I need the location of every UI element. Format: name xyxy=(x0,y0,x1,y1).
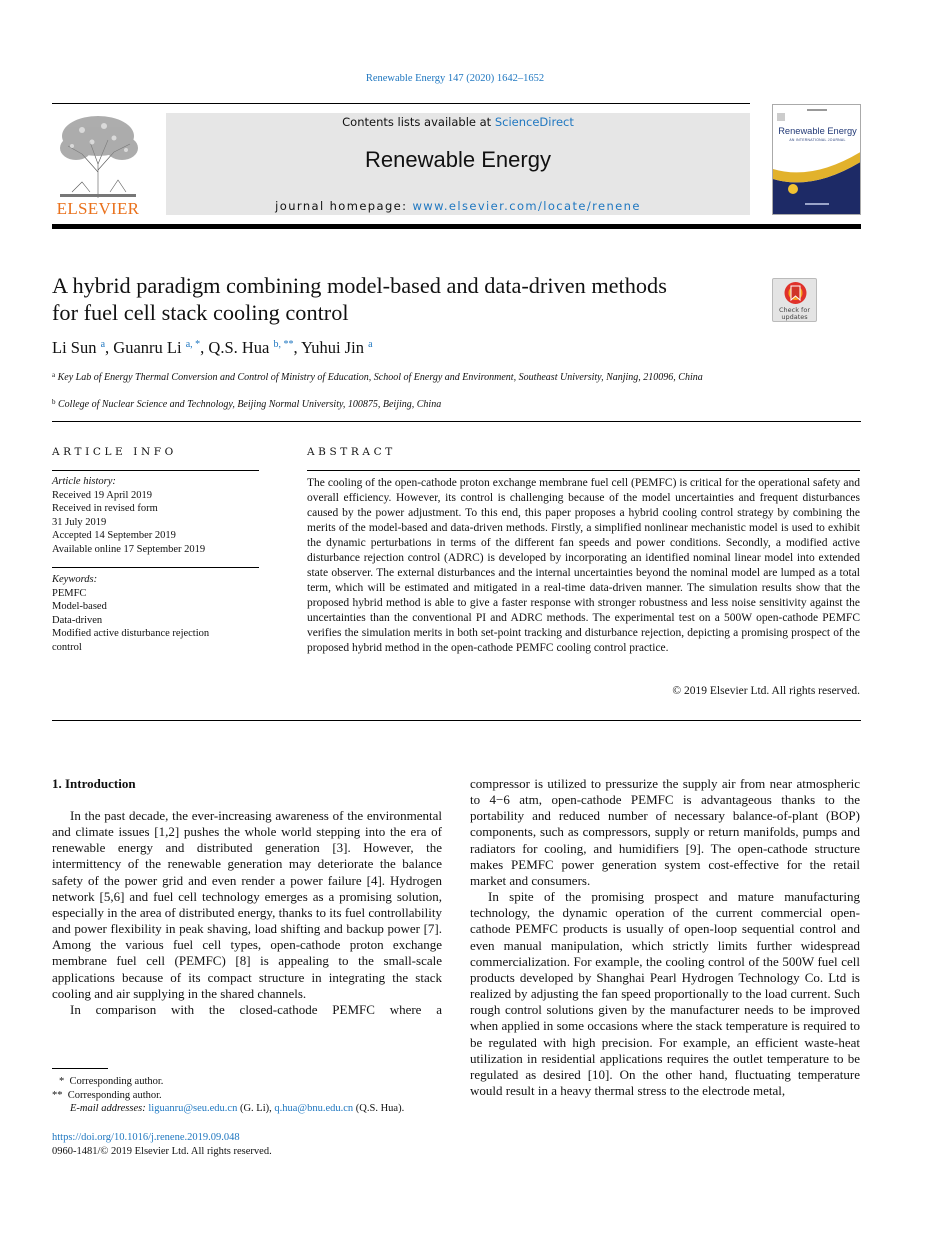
journal-citation[interactable]: Renewable Energy 147 (2020) 1642–1652 xyxy=(365,73,545,84)
sciencedirect-link[interactable]: ScienceDirect xyxy=(494,115,574,129)
journal-cover-thumbnail[interactable] xyxy=(772,104,861,215)
check-badge-line: updates xyxy=(781,313,808,321)
history-item: Received in revised form xyxy=(52,503,158,514)
intro-column-left xyxy=(52,808,442,1018)
title-line: A hybrid paradigm combining model-based and data-driven methods xyxy=(52,273,667,298)
section-rule xyxy=(52,421,861,422)
history-item: Accepted 14 September 2019 xyxy=(52,530,176,541)
article-title xyxy=(52,272,752,326)
body-paragraph: In comparison with the closed-cathode PEMFC where a xyxy=(70,1001,442,1017)
author-affil-mark[interactable]: b, ** xyxy=(273,339,294,350)
author-list xyxy=(52,338,373,358)
homepage-prefix: journal homepage: xyxy=(275,199,413,213)
email-owner: (Q.S. Hua). xyxy=(353,1103,405,1114)
abstract-heading: ABSTRACT xyxy=(307,446,396,458)
body-paragraph: In the past decade, the ever-increasing awareness of the environmental and climate issues [1,2] pushes the whole world stepping into the era of renewable energy and distributed generation [3]. However, the intermittency of the renewable generation may deteriorate the balance safety of the power grid and even render a power failure [4]. Hydrogen network [5,6] and fuel cell technology emerges as a promising solution, especially in the area of distributed energy, thanks to its fuel controllability and power flexibility in peak shaving, load shifting and backup power [7]. Among the various fuel cell types, open-cathode proton exchange membrane fuel cell (PEMFC) [8] is appealing to the small-scale applications because of its compact structure in integrating the stack cooling and air supplying in the shared channels. xyxy=(52,808,442,1001)
author-name[interactable]: Q.S. Hua xyxy=(208,338,270,357)
author-affil-mark[interactable]: a, * xyxy=(185,339,201,350)
footnote-corresponding xyxy=(52,1075,452,1089)
homepage-link[interactable]: www.elsevier.com/locate/renene xyxy=(412,199,641,213)
body-paragraph: compressor is utilized to pressurize the supply air from near atmospheric to 4−6 atm, open-cathode PEMFC is advantageous thanks to the portability and reduced number of necessary balance-of-plant (BOP) components, such as compressors, supply or return manifolds, pumps and radiators for cooling, and humidifiers [9]. The open-cathode structure makes PEMFC power generation system cost-effective for the retail market and consumers. xyxy=(470,776,860,888)
cover-subtitle: AN INTERNATIONAL JOURNAL xyxy=(789,138,846,142)
homepage-line xyxy=(166,199,750,213)
author-separator: , xyxy=(200,338,209,357)
history-label: Article history: xyxy=(52,476,116,487)
contents-line xyxy=(166,115,750,129)
check-badge-text xyxy=(773,307,816,321)
author-name[interactable]: Yuhui Jin xyxy=(301,338,364,357)
keyword: control xyxy=(52,641,82,653)
affiliation xyxy=(52,369,752,384)
affiliation xyxy=(52,396,752,411)
author-separator: , xyxy=(293,338,302,357)
affiliation-mark: a xyxy=(52,371,56,379)
footnotes xyxy=(52,1075,452,1116)
bookmark-icon xyxy=(773,279,818,307)
header-thick-rule xyxy=(52,224,861,229)
history-item: Available online 17 September 2019 xyxy=(52,543,206,555)
footnote-marker: ** xyxy=(52,1089,68,1101)
footnote-rule xyxy=(52,1068,108,1069)
check-for-updates-badge[interactable] xyxy=(772,278,817,322)
article-history xyxy=(52,475,259,556)
footnote-corresponding xyxy=(52,1089,452,1103)
article-info-heading: ARTICLE INFO xyxy=(52,446,177,458)
email-link[interactable]: liguanru@seu.edu.cn xyxy=(148,1103,238,1114)
author-affil-mark[interactable]: a xyxy=(100,339,106,350)
email-link[interactable]: q.hua@bnu.edu.cn xyxy=(274,1103,354,1114)
section-rule xyxy=(52,720,861,721)
title-line: for fuel cell stack cooling control xyxy=(52,300,349,325)
footnote-text: Corresponding author. xyxy=(67,1089,162,1101)
email-owner: (G. Li), xyxy=(237,1103,275,1114)
check-badge-line: Check for xyxy=(779,306,810,314)
elsevier-tree-logo xyxy=(52,112,144,200)
abstract-rule xyxy=(307,470,860,471)
intro-heading: 1. Introduction xyxy=(52,776,136,791)
body-paragraph: In spite of the promising prospect and mature manufacturing technology, the dynamic operation of the current commercial open-cathode PEMFC products is usually of open-loop sequential control and even manual manipulation, which strictly limits further widespread commercialization. For example, the cooling control of the 500W fuel cell products developed by Shanghai Pearl Hydrogen Technology Co. Ltd is realized by adjusting the fan speed proportionally to the load current. Such rough control solutions given by the manufacturer needs to be improved when applied in some occasions where the stack temperature is required to be regulated with high precision. For example, an efficient waste-heat utilization in residential applications requires the outlet temperature to be regulated as desired [10]. On the other hand, fluctuating temperature would result in a heavy thermal stress to the electrode metal, xyxy=(470,889,860,1098)
abstract-text: The cooling of the open-cathode proton exchange membrane fuel cell (PEMFC) is critical for the operational safety and overall efficiency. However, its control is challenging because of the model uncertainties and frequent disturbances caused by the power adjustment. To this end, this paper proposes a hybrid cooling control strategy by combining the merits of the model-based and data-driven methods. Firstly, a simplified nonlinear mechanistic model is used to exhibit the dynamic perturbations in terms of the different fan speeds and power conditions. Secondly, a modified active disturbance rejection control (ADRC) is developed by incorporating an identified nominal linear model into extended state observer. The external disturbances and the internal uncertainties beyond the nominal model are lumped as a total term, which will be estimated and mitigated in a real-time data-driven manner. The simulation results show that the proposed hybrid method is able to give a faster response with stronger robustness and less noise sensitivity against the uncertainties than the conventional PI and ADRC methods. The experimental test on a 500W open-cathode PEMFC verifies the simulation merits in both set-point tracking and disturbance rejection, depicting a promising prospect of the proposed hybrid method in the open-cathode PEMFC cooling control practice. xyxy=(307,477,860,654)
publisher-logo-text: ELSEVIER xyxy=(56,199,140,218)
keywords-label: Keywords: xyxy=(52,574,98,585)
history-item: 31 July 2019 xyxy=(52,516,107,528)
header-rule xyxy=(52,103,750,104)
author-affil-mark[interactable]: a xyxy=(368,339,373,350)
footnote-marker: * xyxy=(59,1076,70,1087)
affiliation-text: Key Lab of Energy Thermal Conversion and Control of Ministry of Education, School of Energy and Environment, Southeast University, Nanjing, 210096, China xyxy=(57,372,703,383)
keyword: Model-based xyxy=(52,601,107,612)
intro-column-right xyxy=(470,776,860,1099)
doi-link[interactable]: https://doi.org/10.1016/j.renene.2019.09.048 xyxy=(52,1132,240,1143)
keywords-rule xyxy=(52,567,259,568)
cover-title: Renewable Energy xyxy=(778,126,857,136)
footnote-emails xyxy=(52,1102,452,1116)
footnote-text: Corresponding author. xyxy=(69,1076,164,1087)
email-label: E-mail addresses: xyxy=(70,1103,149,1114)
journal-banner xyxy=(166,113,750,215)
keyword: PEMFC xyxy=(52,587,87,599)
contents-prefix: Contents lists available at xyxy=(342,115,495,129)
author-separator: , xyxy=(105,338,114,357)
abstract-copyright: © 2019 Elsevier Ltd. All rights reserved. xyxy=(672,685,860,697)
keyword: Data-driven xyxy=(52,614,103,626)
issn-line: 0960-1481/© 2019 Elsevier Ltd. All rights reserved. xyxy=(52,1146,272,1157)
article-info-rule xyxy=(52,470,259,471)
history-item: Received 19 April 2019 xyxy=(52,489,153,501)
journal-name: Renewable Energy xyxy=(365,147,551,172)
keyword: Modified active disturbance rejection xyxy=(52,628,210,639)
affiliation-text: College of Nuclear Science and Technology, Beijing Normal University, 100875, Beijing, China xyxy=(58,399,442,410)
affiliation-mark: b xyxy=(52,398,56,406)
author-name[interactable]: Guanru Li xyxy=(113,338,182,357)
author-name[interactable]: Li Sun xyxy=(52,338,97,357)
keywords xyxy=(52,573,259,654)
